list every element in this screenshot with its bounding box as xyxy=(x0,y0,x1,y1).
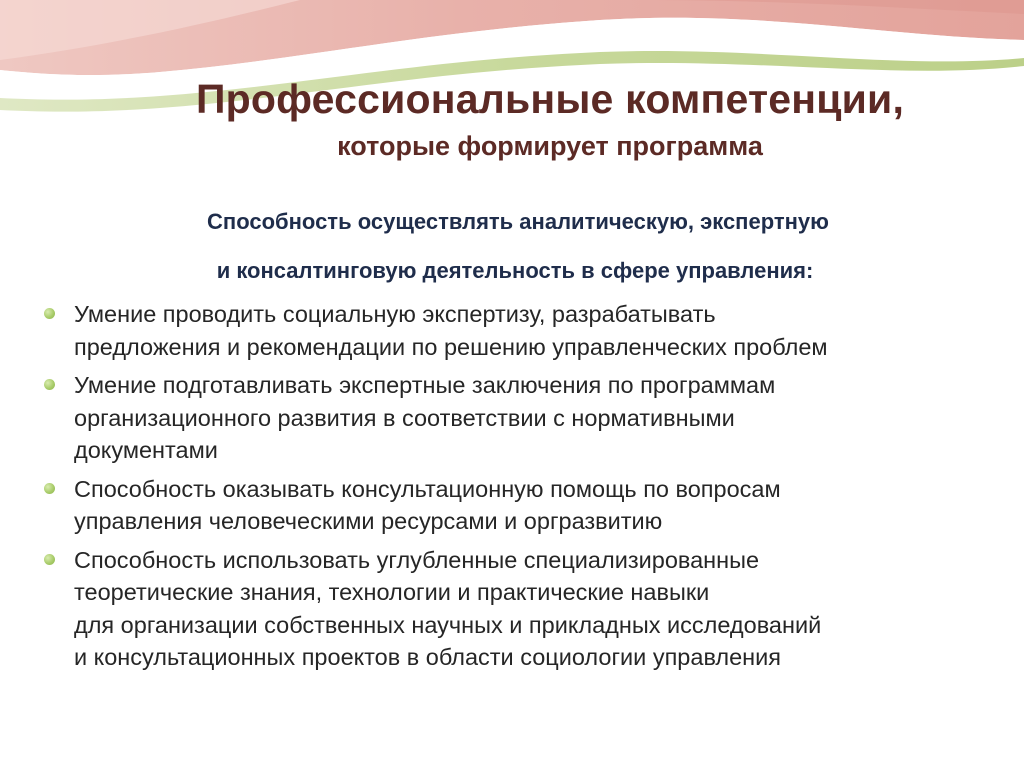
list-item-line: Способность оказывать консультационную помощь по вопросам xyxy=(74,475,781,502)
list-item-line: предложения и рекомендации по решению управленческих проблем xyxy=(74,333,828,360)
list-item-line: и консультационных проектов в области социологии управления xyxy=(74,644,781,670)
list-item xyxy=(40,369,1000,467)
list-item-line: Умение проводить социальную экспертизу, разрабатывать xyxy=(74,301,716,327)
list-item-text xyxy=(74,544,1000,674)
heading-line: Способность осуществлять аналитическую, экспертную xyxy=(207,209,829,234)
list-item-line: для организации собственных научных и прикладных исследований xyxy=(74,611,822,638)
heading-line: и консалтинговую деятельность в сфере управления: xyxy=(216,258,814,283)
list-item-line: теоретические знания, технологии и практические навыки xyxy=(74,579,710,605)
list-item xyxy=(40,544,1000,674)
list-item-line: организационного развития в соответствии с нормативными xyxy=(74,404,735,431)
competence-heading xyxy=(0,197,1024,295)
list-item-text xyxy=(74,298,1000,363)
green-dot-icon xyxy=(44,308,55,319)
slide-title: Профессиональные компетенции, xyxy=(195,76,905,122)
list-item xyxy=(40,298,1000,363)
slide-subtitle: которые формирует программа xyxy=(337,131,763,161)
list-item-text xyxy=(74,369,1000,467)
list-item-line: управления человеческими ресурсами и оргразвитию xyxy=(74,508,663,534)
green-dot-icon xyxy=(44,554,55,565)
list-item-line: Умение подготавливать экспертные заключения по программам xyxy=(74,372,776,398)
list-item xyxy=(40,473,1000,538)
competence-list xyxy=(40,298,1000,680)
list-item-line: Способность использовать углубленные специализированные xyxy=(74,546,760,573)
green-dot-icon xyxy=(44,379,55,390)
list-item-text xyxy=(74,473,1000,538)
green-dot-icon xyxy=(44,483,55,494)
list-item-line: документами xyxy=(74,437,218,463)
